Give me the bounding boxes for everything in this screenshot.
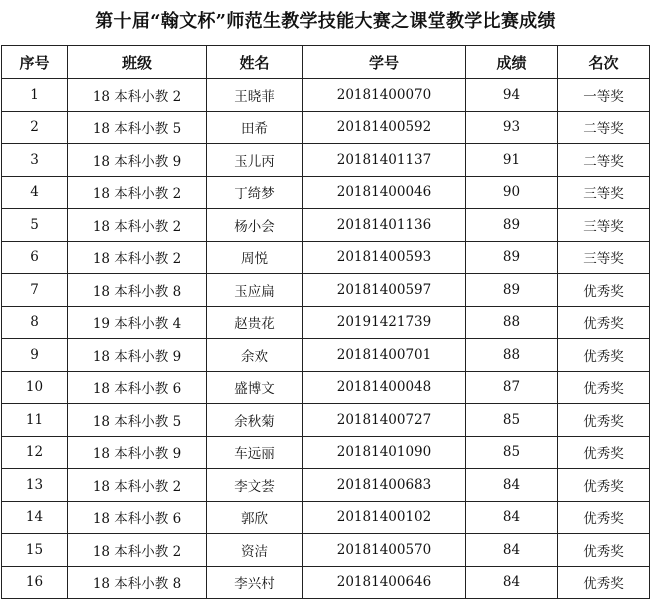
cell-score: 87: [466, 371, 558, 404]
cell-name: 余欢: [207, 339, 303, 372]
header-rank: 名次: [558, 46, 650, 79]
cell-score: 85: [466, 436, 558, 469]
cell-class: 18 本科小教 6: [68, 371, 207, 404]
table-row: [2, 534, 650, 567]
cell-class: 19 本科小教 4: [68, 306, 207, 339]
cell-rank: 优秀奖: [558, 306, 650, 339]
cell-score: 89: [466, 241, 558, 274]
cell-score: 84: [466, 566, 558, 599]
cell-score: 84: [466, 501, 558, 534]
header-student-id: 学号: [303, 46, 466, 79]
cell-class: 18 本科小教 2: [68, 79, 207, 112]
cell-student-id: 20181400048: [303, 371, 466, 404]
cell-student-id: 20181400597: [303, 274, 466, 307]
cell-class: 18 本科小教 5: [68, 404, 207, 437]
table-row: [2, 404, 650, 437]
cell-student-id: 20181400102: [303, 501, 466, 534]
table-row: [2, 566, 650, 599]
cell-name: 周悦: [207, 241, 303, 274]
cell-class: 18 本科小教 9: [68, 339, 207, 372]
cell-name: 丁绮梦: [207, 176, 303, 209]
cell-class: 18 本科小教 5: [68, 111, 207, 144]
header-class: 班级: [68, 46, 207, 79]
table-row: [2, 501, 650, 534]
cell-student-id: 20181400592: [303, 111, 466, 144]
cell-class: 18 本科小教 9: [68, 436, 207, 469]
cell-class: 18 本科小教 8: [68, 566, 207, 599]
table-row: [2, 339, 650, 372]
cell-seq: 16: [2, 566, 68, 599]
cell-name: 郭欣: [207, 501, 303, 534]
table-row: [2, 371, 650, 404]
cell-seq: 8: [2, 306, 68, 339]
table-row: [2, 111, 650, 144]
cell-rank: 优秀奖: [558, 274, 650, 307]
cell-name: 王晓菲: [207, 79, 303, 112]
cell-class: 18 本科小教 6: [68, 501, 207, 534]
table-row: [2, 306, 650, 339]
cell-seq: 2: [2, 111, 68, 144]
cell-seq: 4: [2, 176, 68, 209]
cell-seq: 1: [2, 79, 68, 112]
cell-name: 车远丽: [207, 436, 303, 469]
cell-score: 89: [466, 274, 558, 307]
cell-seq: 15: [2, 534, 68, 567]
table-row: [2, 436, 650, 469]
header-name: 姓名: [207, 46, 303, 79]
cell-rank: 优秀奖: [558, 404, 650, 437]
table-row: [2, 79, 650, 112]
cell-student-id: 20181400046: [303, 176, 466, 209]
cell-name: 赵贵花: [207, 306, 303, 339]
cell-name: 余秋菊: [207, 404, 303, 437]
cell-seq: 12: [2, 436, 68, 469]
cell-student-id: 20181401090: [303, 436, 466, 469]
cell-class: 18 本科小教 2: [68, 241, 207, 274]
cell-seq: 10: [2, 371, 68, 404]
cell-rank: 一等奖: [558, 79, 650, 112]
cell-seq: 14: [2, 501, 68, 534]
table-row: [2, 274, 650, 307]
cell-name: 田希: [207, 111, 303, 144]
cell-student-id: 20181401137: [303, 144, 466, 177]
cell-student-id: 20181400593: [303, 241, 466, 274]
header-seq: 序号: [2, 46, 68, 79]
header-score: 成绩: [466, 46, 558, 79]
cell-name: 玉应扁: [207, 274, 303, 307]
cell-name: 杨小会: [207, 209, 303, 242]
cell-class: 18 本科小教 2: [68, 534, 207, 567]
results-table: [1, 45, 650, 599]
cell-rank: 三等奖: [558, 176, 650, 209]
cell-seq: 3: [2, 144, 68, 177]
cell-student-id: 20181400570: [303, 534, 466, 567]
cell-score: 84: [466, 534, 558, 567]
cell-rank: 二等奖: [558, 144, 650, 177]
cell-score: 89: [466, 209, 558, 242]
table-row: [2, 469, 650, 502]
cell-score: 91: [466, 144, 558, 177]
cell-seq: 9: [2, 339, 68, 372]
table-row: [2, 209, 650, 242]
cell-rank: 优秀奖: [558, 534, 650, 567]
cell-score: 88: [466, 339, 558, 372]
cell-seq: 5: [2, 209, 68, 242]
cell-class: 18 本科小教 2: [68, 209, 207, 242]
cell-student-id: 20181401136: [303, 209, 466, 242]
cell-rank: 优秀奖: [558, 339, 650, 372]
page-title: 第十届“翰文杯”师范生教学技能大赛之课堂教学比赛成绩: [95, 11, 556, 32]
cell-name: 资洁: [207, 534, 303, 567]
table-row: [2, 241, 650, 274]
cell-class: 18 本科小教 2: [68, 176, 207, 209]
table-header-row: [2, 46, 650, 79]
cell-rank: 三等奖: [558, 209, 650, 242]
cell-rank: 优秀奖: [558, 566, 650, 599]
cell-student-id: 20181400701: [303, 339, 466, 372]
cell-class: 18 本科小教 2: [68, 469, 207, 502]
cell-score: 93: [466, 111, 558, 144]
table-row: [2, 144, 650, 177]
table-row: [2, 176, 650, 209]
cell-seq: 6: [2, 241, 68, 274]
cell-rank: 二等奖: [558, 111, 650, 144]
cell-seq: 13: [2, 469, 68, 502]
cell-rank: 优秀奖: [558, 436, 650, 469]
cell-seq: 7: [2, 274, 68, 307]
cell-student-id: 20181400646: [303, 566, 466, 599]
cell-class: 18 本科小教 8: [68, 274, 207, 307]
cell-score: 84: [466, 469, 558, 502]
cell-name: 李兴村: [207, 566, 303, 599]
cell-name: 玉儿丙: [207, 144, 303, 177]
cell-score: 94: [466, 79, 558, 112]
cell-score: 85: [466, 404, 558, 437]
cell-rank: 三等奖: [558, 241, 650, 274]
cell-rank: 优秀奖: [558, 469, 650, 502]
cell-student-id: 20181400727: [303, 404, 466, 437]
cell-student-id: 20181400070: [303, 79, 466, 112]
cell-score: 88: [466, 306, 558, 339]
cell-rank: 优秀奖: [558, 501, 650, 534]
cell-seq: 11: [2, 404, 68, 437]
cell-score: 90: [466, 176, 558, 209]
cell-name: 李文荟: [207, 469, 303, 502]
cell-name: 盛博文: [207, 371, 303, 404]
cell-student-id: 20181400683: [303, 469, 466, 502]
cell-rank: 优秀奖: [558, 371, 650, 404]
cell-class: 18 本科小教 9: [68, 144, 207, 177]
cell-student-id: 20191421739: [303, 306, 466, 339]
